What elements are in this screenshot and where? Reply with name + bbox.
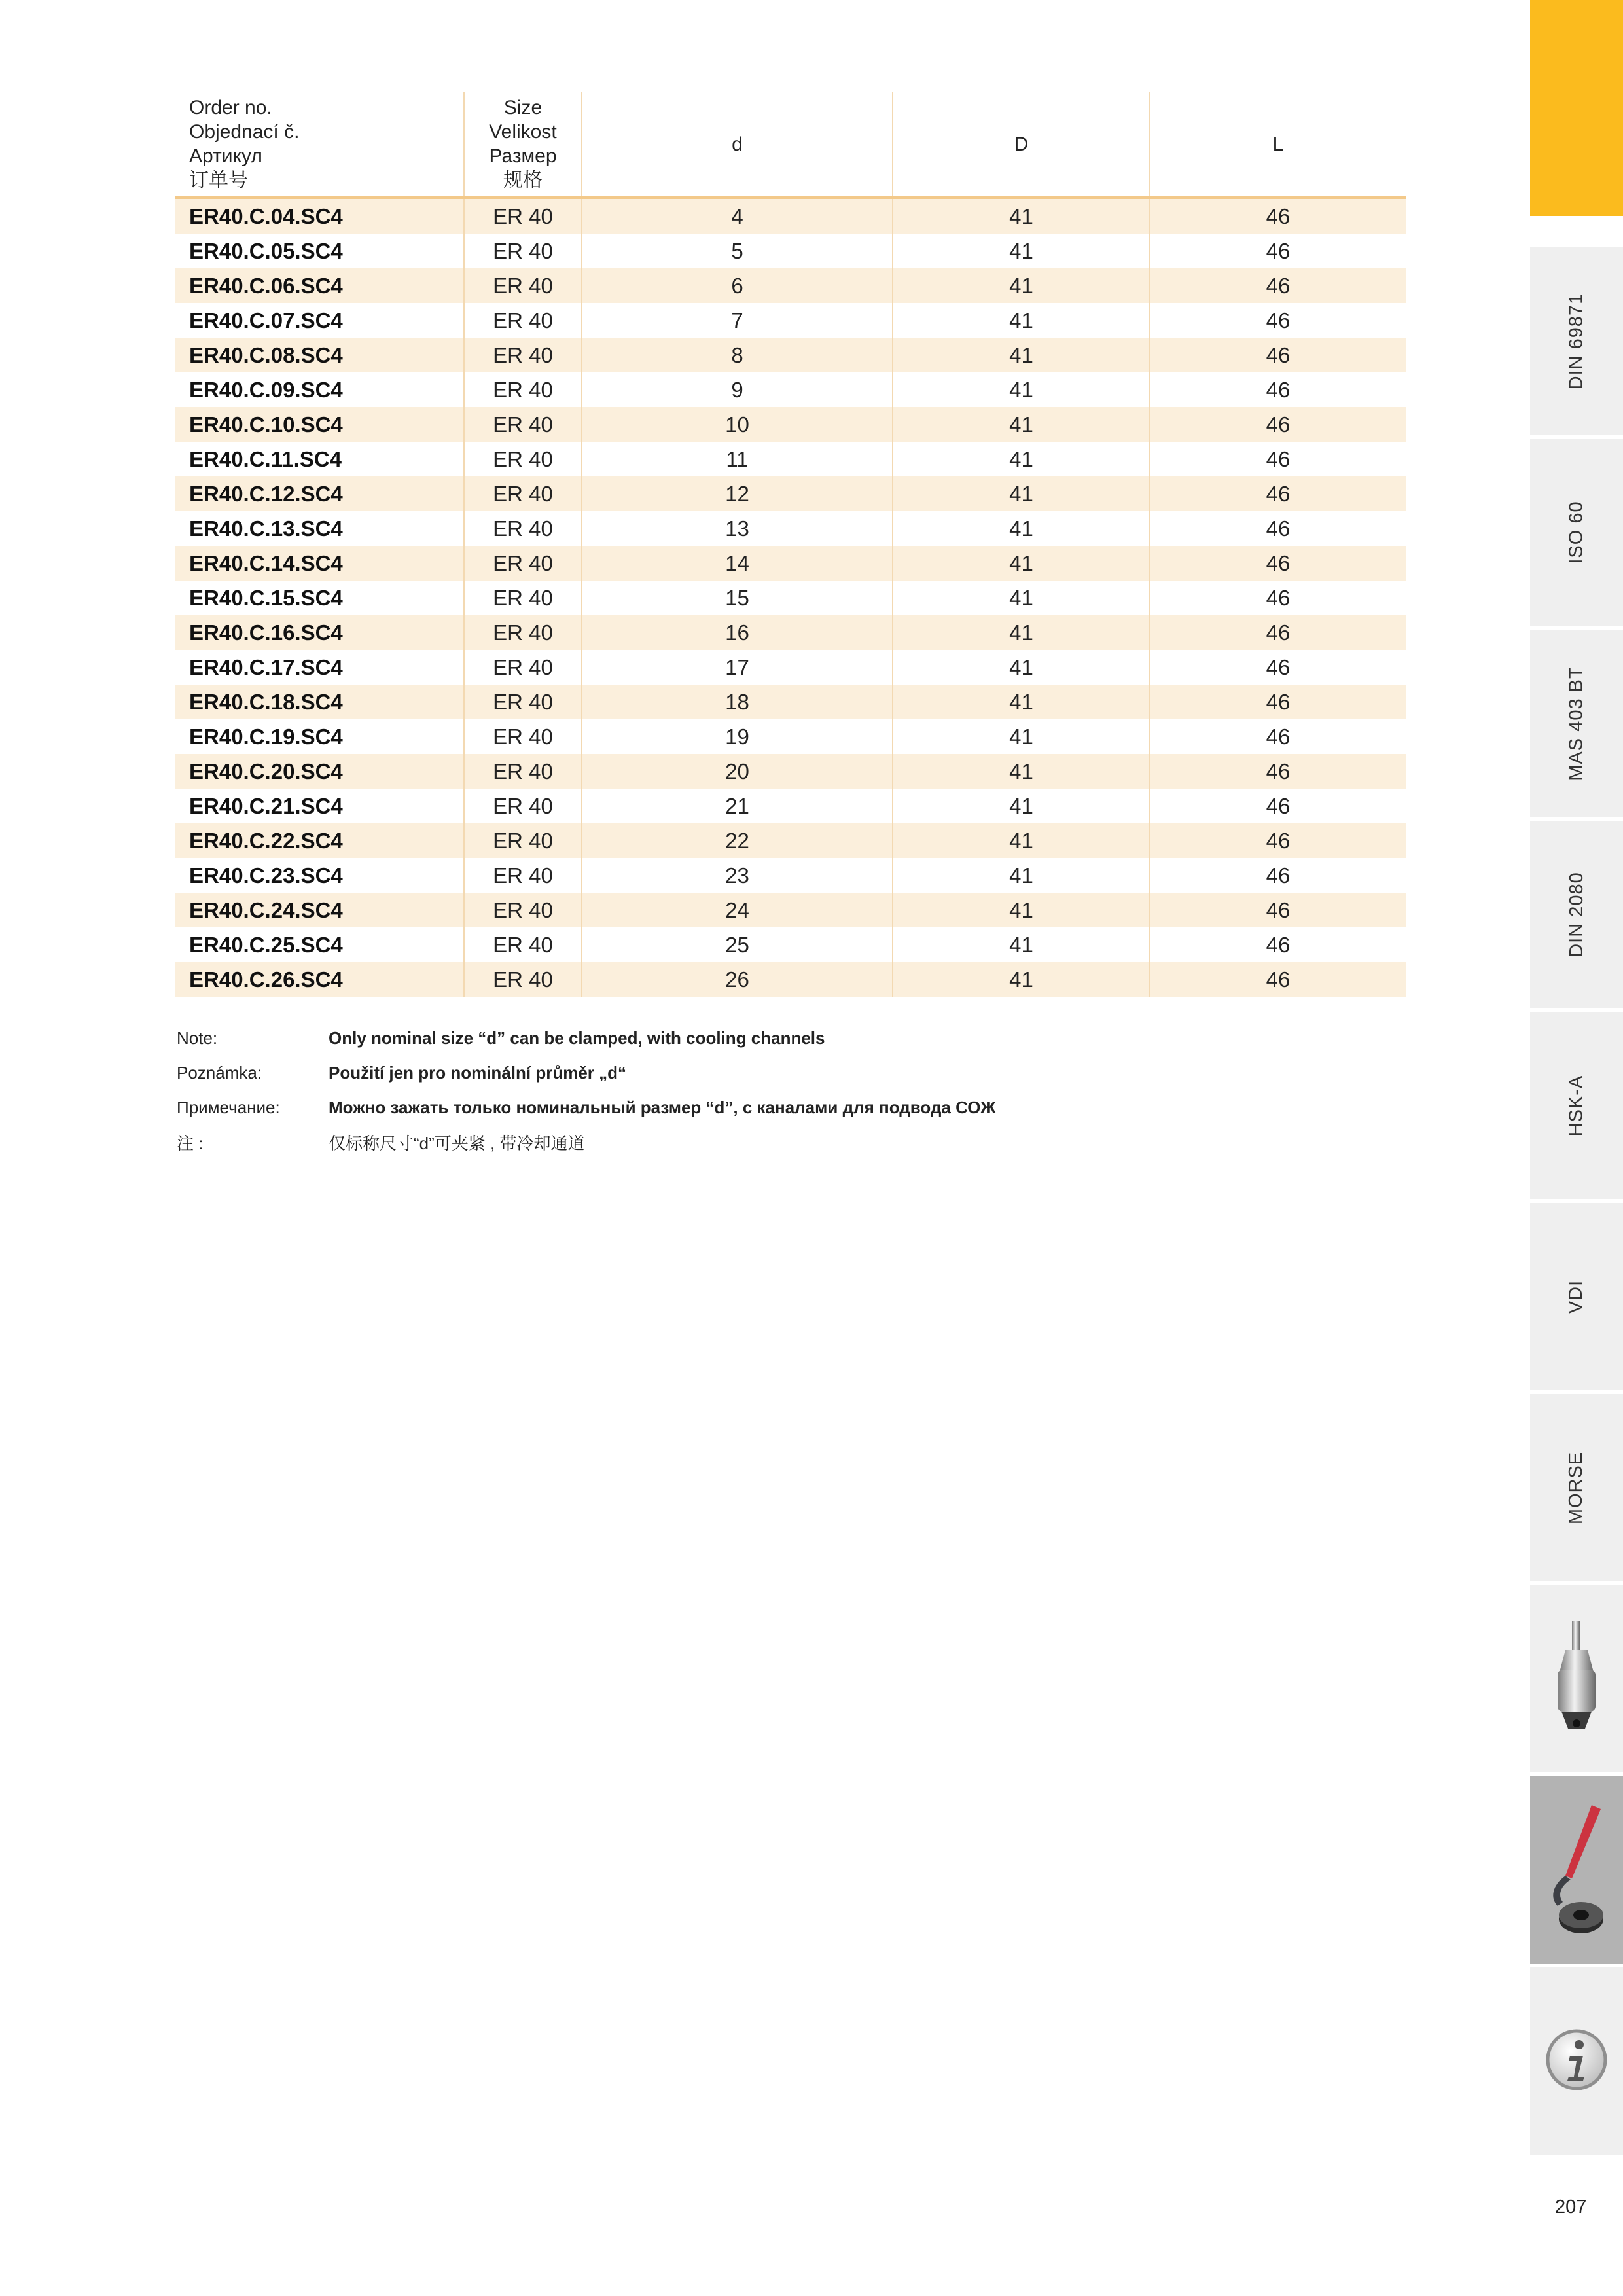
cell-L: 46 <box>1150 303 1406 338</box>
cell-size: ER 40 <box>464 685 582 719</box>
cell-order-no: ER40.C.15.SC4 <box>175 581 464 615</box>
cell-D: 41 <box>893 511 1150 546</box>
header-d: d <box>582 92 893 198</box>
cell-L: 46 <box>1150 893 1406 927</box>
cell-order-no: ER40.C.06.SC4 <box>175 268 464 303</box>
table-row <box>175 581 1406 615</box>
cell-d: 4 <box>582 198 893 234</box>
cell-L: 46 <box>1150 789 1406 823</box>
cell-order-no: ER40.C.07.SC4 <box>175 303 464 338</box>
drill-chuck-icon <box>1547 1619 1606 1740</box>
nav-tab-vdi[interactable] <box>1530 1203 1623 1390</box>
cell-order-no: ER40.C.08.SC4 <box>175 338 464 372</box>
cell-d: 25 <box>582 927 893 962</box>
cell-d: 23 <box>582 858 893 893</box>
side-navigation <box>1530 0 1623 2157</box>
cell-d: 19 <box>582 719 893 754</box>
note-label: Примечание: <box>177 1098 280 1117</box>
collet-spec-table <box>175 92 1406 997</box>
cell-D: 41 <box>893 858 1150 893</box>
info-icon <box>1544 2027 1609 2096</box>
header-L: L <box>1150 92 1406 198</box>
cell-order-no: ER40.C.05.SC4 <box>175 234 464 268</box>
cell-d: 6 <box>582 268 893 303</box>
cell-D: 41 <box>893 719 1150 754</box>
note-text: 仅标称尺寸“d”可夹紧 , 带冷却通道 <box>329 1134 585 1153</box>
cell-D: 41 <box>893 823 1150 858</box>
table-row <box>175 303 1406 338</box>
nav-tab-din-69871[interactable] <box>1530 247 1623 435</box>
nav-tab-label: MORSE <box>1565 1451 1587 1524</box>
table-row <box>175 476 1406 511</box>
table-row <box>175 719 1406 754</box>
cell-L: 46 <box>1150 823 1406 858</box>
nav-tab-din-2080[interactable] <box>1530 821 1623 1008</box>
cell-d: 9 <box>582 372 893 407</box>
cell-order-no: ER40.C.18.SC4 <box>175 685 464 719</box>
table-row <box>175 234 1406 268</box>
cell-D: 41 <box>893 476 1150 511</box>
cell-D: 41 <box>893 650 1150 685</box>
nav-tab-label: HSK-A <box>1565 1075 1587 1136</box>
cell-order-no: ER40.C.24.SC4 <box>175 893 464 927</box>
cell-size: ER 40 <box>464 476 582 511</box>
cell-size: ER 40 <box>464 234 582 268</box>
cell-order-no: ER40.C.21.SC4 <box>175 789 464 823</box>
cell-L: 46 <box>1150 546 1406 581</box>
cell-order-no: ER40.C.26.SC4 <box>175 962 464 997</box>
table-row <box>175 962 1406 997</box>
cell-L: 46 <box>1150 198 1406 234</box>
cell-L: 46 <box>1150 476 1406 511</box>
cell-D: 41 <box>893 581 1150 615</box>
table-header-row <box>175 92 1406 198</box>
accent-tab <box>1530 0 1623 216</box>
nav-tab-hsk-a[interactable] <box>1530 1012 1623 1199</box>
cell-size: ER 40 <box>464 858 582 893</box>
notes-section <box>177 1021 996 1160</box>
cell-order-no: ER40.C.17.SC4 <box>175 650 464 685</box>
table-row <box>175 858 1406 893</box>
table-row <box>175 754 1406 789</box>
cell-D: 41 <box>893 927 1150 962</box>
cell-order-no: ER40.C.16.SC4 <box>175 615 464 650</box>
cell-order-no: ER40.C.22.SC4 <box>175 823 464 858</box>
note-text: Можно зажать только номинальный размер “d”, с каналами для подвода СОЖ <box>329 1098 996 1117</box>
cell-d: 7 <box>582 303 893 338</box>
cell-size: ER 40 <box>464 650 582 685</box>
cell-d: 24 <box>582 893 893 927</box>
table-row <box>175 650 1406 685</box>
cell-D: 41 <box>893 303 1150 338</box>
note-text: Only nominal size “d” can be clamped, with cooling channels <box>329 1028 825 1048</box>
cell-L: 46 <box>1150 372 1406 407</box>
cell-size: ER 40 <box>464 581 582 615</box>
cell-size: ER 40 <box>464 789 582 823</box>
table-row <box>175 927 1406 962</box>
cell-size: ER 40 <box>464 927 582 962</box>
nav-tab-wrench-collet-nut[interactable] <box>1530 1776 1623 1964</box>
cell-size: ER 40 <box>464 823 582 858</box>
table-row <box>175 685 1406 719</box>
nav-tab-label: ISO 60 <box>1565 500 1587 564</box>
cell-D: 41 <box>893 442 1150 476</box>
cell-D: 41 <box>893 268 1150 303</box>
table-row <box>175 442 1406 476</box>
cell-size: ER 40 <box>464 268 582 303</box>
cell-size: ER 40 <box>464 303 582 338</box>
cell-size: ER 40 <box>464 407 582 442</box>
table-row <box>175 511 1406 546</box>
table-row <box>175 615 1406 650</box>
nav-tab-info[interactable] <box>1530 1967 1623 2155</box>
cell-order-no: ER40.C.04.SC4 <box>175 198 464 234</box>
cell-L: 46 <box>1150 511 1406 546</box>
cell-d: 15 <box>582 581 893 615</box>
table-row <box>175 893 1406 927</box>
cell-L: 46 <box>1150 234 1406 268</box>
table-row <box>175 338 1406 372</box>
cell-size: ER 40 <box>464 511 582 546</box>
cell-order-no: ER40.C.19.SC4 <box>175 719 464 754</box>
table-row <box>175 268 1406 303</box>
cell-L: 46 <box>1150 615 1406 650</box>
cell-D: 41 <box>893 546 1150 581</box>
cell-D: 41 <box>893 198 1150 234</box>
cell-L: 46 <box>1150 685 1406 719</box>
cell-size: ER 40 <box>464 719 582 754</box>
cell-d: 20 <box>582 754 893 789</box>
nav-tab-label: VDI <box>1565 1280 1587 1314</box>
nav-tab-mas-403-bt[interactable] <box>1530 630 1623 817</box>
cell-order-no: ER40.C.20.SC4 <box>175 754 464 789</box>
wrench-collet-nut-icon <box>1541 1800 1613 1941</box>
cell-order-no: ER40.C.23.SC4 <box>175 858 464 893</box>
cell-d: 8 <box>582 338 893 372</box>
cell-L: 46 <box>1150 927 1406 962</box>
table-row <box>175 546 1406 581</box>
cell-order-no: ER40.C.12.SC4 <box>175 476 464 511</box>
cell-D: 41 <box>893 234 1150 268</box>
cell-d: 26 <box>582 962 893 997</box>
cell-d: 17 <box>582 650 893 685</box>
cell-size: ER 40 <box>464 754 582 789</box>
cell-d: 11 <box>582 442 893 476</box>
nav-tab-label: MAS 403 BT <box>1565 666 1587 781</box>
cell-d: 21 <box>582 789 893 823</box>
cell-d: 10 <box>582 407 893 442</box>
cell-D: 41 <box>893 893 1150 927</box>
cell-size: ER 40 <box>464 338 582 372</box>
cell-L: 46 <box>1150 962 1406 997</box>
cell-order-no: ER40.C.09.SC4 <box>175 372 464 407</box>
table-row <box>175 407 1406 442</box>
table-row <box>175 198 1406 234</box>
note-label: 注 : <box>177 1134 204 1153</box>
cell-d: 13 <box>582 511 893 546</box>
note-label: Note: <box>177 1028 218 1048</box>
nav-tab-iso-60[interactable] <box>1530 439 1623 626</box>
page-number: 207 <box>1555 2197 1587 2217</box>
cell-L: 46 <box>1150 581 1406 615</box>
note-row <box>177 1056 996 1090</box>
cell-L: 46 <box>1150 650 1406 685</box>
cell-size: ER 40 <box>464 893 582 927</box>
cell-order-no: ER40.C.25.SC4 <box>175 927 464 962</box>
cell-d: 12 <box>582 476 893 511</box>
note-row <box>177 1021 996 1056</box>
cell-D: 41 <box>893 338 1150 372</box>
table-row <box>175 823 1406 858</box>
note-row <box>177 1090 996 1125</box>
cell-D: 41 <box>893 962 1150 997</box>
table-row <box>175 789 1406 823</box>
table-row <box>175 372 1406 407</box>
cell-L: 46 <box>1150 719 1406 754</box>
cell-d: 14 <box>582 546 893 581</box>
cell-size: ER 40 <box>464 615 582 650</box>
nav-tab-label: DIN 69871 <box>1565 293 1587 389</box>
note-label: Poznámka: <box>177 1063 262 1083</box>
cell-D: 41 <box>893 685 1150 719</box>
cell-order-no: ER40.C.13.SC4 <box>175 511 464 546</box>
cell-L: 46 <box>1150 268 1406 303</box>
note-row <box>177 1125 996 1160</box>
cell-d: 22 <box>582 823 893 858</box>
cell-d: 18 <box>582 685 893 719</box>
nav-tab-drill-chuck[interactable] <box>1530 1585 1623 1772</box>
cell-D: 41 <box>893 615 1150 650</box>
header-size: Size Velikost Размер 规格 <box>464 92 582 198</box>
note-text: Použití jen pro nominální průměr „d“ <box>329 1063 627 1083</box>
cell-size: ER 40 <box>464 962 582 997</box>
cell-D: 41 <box>893 754 1150 789</box>
cell-L: 46 <box>1150 442 1406 476</box>
cell-L: 46 <box>1150 407 1406 442</box>
cell-d: 5 <box>582 234 893 268</box>
header-D: D <box>893 92 1150 198</box>
cell-D: 41 <box>893 372 1150 407</box>
cell-size: ER 40 <box>464 198 582 234</box>
cell-L: 46 <box>1150 754 1406 789</box>
cell-D: 41 <box>893 407 1150 442</box>
cell-size: ER 40 <box>464 546 582 581</box>
cell-d: 16 <box>582 615 893 650</box>
cell-order-no: ER40.C.14.SC4 <box>175 546 464 581</box>
cell-L: 46 <box>1150 338 1406 372</box>
cell-size: ER 40 <box>464 372 582 407</box>
header-order-no: Order no. Objednací č. Артикул 订单号 <box>175 92 464 198</box>
table-body <box>175 198 1406 997</box>
cell-order-no: ER40.C.11.SC4 <box>175 442 464 476</box>
cell-L: 46 <box>1150 858 1406 893</box>
nav-tab-morse[interactable] <box>1530 1394 1623 1581</box>
nav-tab-label: DIN 2080 <box>1565 871 1587 958</box>
cell-size: ER 40 <box>464 442 582 476</box>
cell-order-no: ER40.C.10.SC4 <box>175 407 464 442</box>
cell-D: 41 <box>893 789 1150 823</box>
